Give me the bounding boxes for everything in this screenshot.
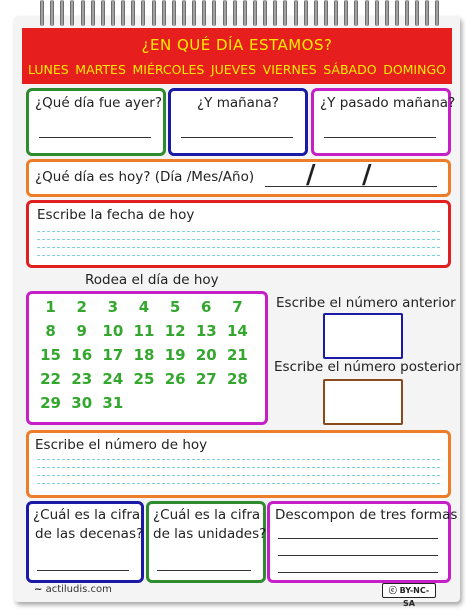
site-logo	[34, 584, 112, 595]
calendar-day[interactable]: 17	[102, 346, 124, 364]
calendar-day[interactable]: 30	[71, 394, 93, 412]
calendar-day[interactable]: 12	[164, 322, 186, 340]
previous-number-box[interactable]	[323, 313, 403, 359]
day-after-answer-line[interactable]	[324, 137, 436, 138]
units-box	[146, 501, 266, 583]
decompose-box	[267, 501, 458, 583]
calendar-day[interactable]: 24	[102, 370, 124, 388]
calendar-day[interactable]: 10	[102, 322, 124, 340]
units-question-line2: de las unidades?	[153, 526, 267, 542]
weekday-saturday: SÁBADO	[323, 62, 377, 77]
calendar-day[interactable]: 1	[45, 298, 56, 316]
calendar-day[interactable]: 6	[201, 298, 212, 316]
yesterday-box	[26, 88, 166, 156]
calendar-day[interactable]: 26	[164, 370, 186, 388]
cc-icon: ⓒ	[388, 586, 397, 595]
date-slash-1: /	[306, 160, 316, 190]
yesterday-answer-line[interactable]	[39, 137, 151, 138]
date-slash-2: /	[362, 160, 372, 190]
write-number-label: Escribe el número de hoy	[35, 437, 208, 453]
tomorrow-question: ¿Y mañana?	[197, 95, 279, 111]
weekday-list	[28, 62, 446, 77]
calendar-day[interactable]: 5	[169, 298, 181, 316]
previous-number-label: Escribe el número anterior	[276, 295, 456, 311]
weekday-friday: VIERNES	[262, 62, 317, 77]
tomorrow-answer-line[interactable]	[181, 137, 293, 138]
calendar-day[interactable]: 28	[226, 370, 248, 388]
header-banner	[22, 28, 452, 84]
tens-answer-line[interactable]	[37, 570, 129, 571]
tens-question-line1: ¿Cuál es la cifra	[33, 507, 141, 523]
write-date-box	[26, 200, 451, 268]
decompose-line-1[interactable]	[278, 538, 438, 539]
decompose-label: Descompon de tres formas	[275, 507, 458, 523]
today-question: ¿Qué día es hoy? (Día /Mes/Año)	[35, 169, 255, 185]
calendar-day[interactable]: 19	[164, 346, 186, 364]
calendar-day[interactable]: 22	[40, 370, 61, 388]
calendar-day[interactable]: 15	[40, 346, 61, 364]
calendar-day[interactable]: 25	[133, 370, 155, 388]
calendar-box	[26, 291, 268, 425]
day-after-box	[311, 88, 456, 156]
calendar-day[interactable]: 16	[71, 346, 93, 364]
license-text: BY-NC-SA	[399, 586, 430, 608]
tens-box	[26, 501, 144, 583]
weekday-monday: LUNES	[28, 62, 69, 77]
calendar-day[interactable]: 23	[71, 370, 93, 388]
yesterday-question: ¿Qué día fue ayer?	[35, 95, 163, 111]
calendar-day[interactable]: 14	[226, 322, 248, 340]
calendar-day[interactable]: 20	[195, 346, 217, 364]
tens-question-line2: de las decenas?	[35, 526, 144, 542]
weekday-wednesday: MIÉRCOLES	[132, 62, 205, 77]
license-badge	[382, 583, 436, 608]
calendar-day[interactable]: 18	[133, 346, 155, 364]
weekday-tuesday: MARTES	[75, 62, 126, 77]
calendar-day[interactable]: 31	[102, 394, 124, 412]
calendar-day[interactable]: 9	[76, 322, 87, 340]
next-number-label: Escribe el número posterior	[274, 359, 461, 375]
decompose-line-2[interactable]	[278, 555, 438, 556]
units-answer-line[interactable]	[157, 570, 251, 571]
calendar-day[interactable]: 2	[76, 298, 87, 316]
calendar-day[interactable]: 13	[195, 322, 217, 340]
calendar-title: Rodea el día de hoy	[85, 272, 219, 288]
logo-mark-icon: ~	[34, 584, 43, 595]
units-question-line1: ¿Cuál es la cifra	[153, 507, 261, 523]
day-after-question: ¿Y pasado mañana?	[320, 95, 456, 111]
write-number-box	[26, 430, 451, 498]
calendar-day[interactable]: 8	[45, 322, 56, 340]
write-date-label: Escribe la fecha de hoy	[37, 207, 195, 223]
calendar-day[interactable]: 29	[40, 394, 61, 412]
weekday-sunday: DOMINGO	[383, 62, 446, 77]
calendar-day[interactable]: 7	[232, 298, 243, 316]
calendar-day[interactable]: 4	[138, 298, 150, 316]
weekday-thursday: JUEVES	[210, 62, 257, 77]
next-number-box[interactable]	[323, 379, 403, 425]
calendar-grid	[35, 298, 253, 413]
spiral-binding	[40, 0, 440, 30]
today-date-line[interactable]	[265, 186, 437, 187]
decompose-line-3[interactable]	[278, 572, 438, 573]
calendar-day[interactable]: 11	[133, 322, 155, 340]
calendar-day[interactable]: 21	[226, 346, 248, 364]
tomorrow-box	[168, 88, 308, 156]
page-title: ¿EN QUÉ DÍA ESTAMOS?	[141, 36, 333, 54]
logo-text: actiludis.com	[45, 584, 112, 595]
calendar-day[interactable]: 27	[195, 370, 217, 388]
today-date-box	[26, 159, 451, 197]
calendar-day[interactable]: 3	[107, 298, 119, 316]
